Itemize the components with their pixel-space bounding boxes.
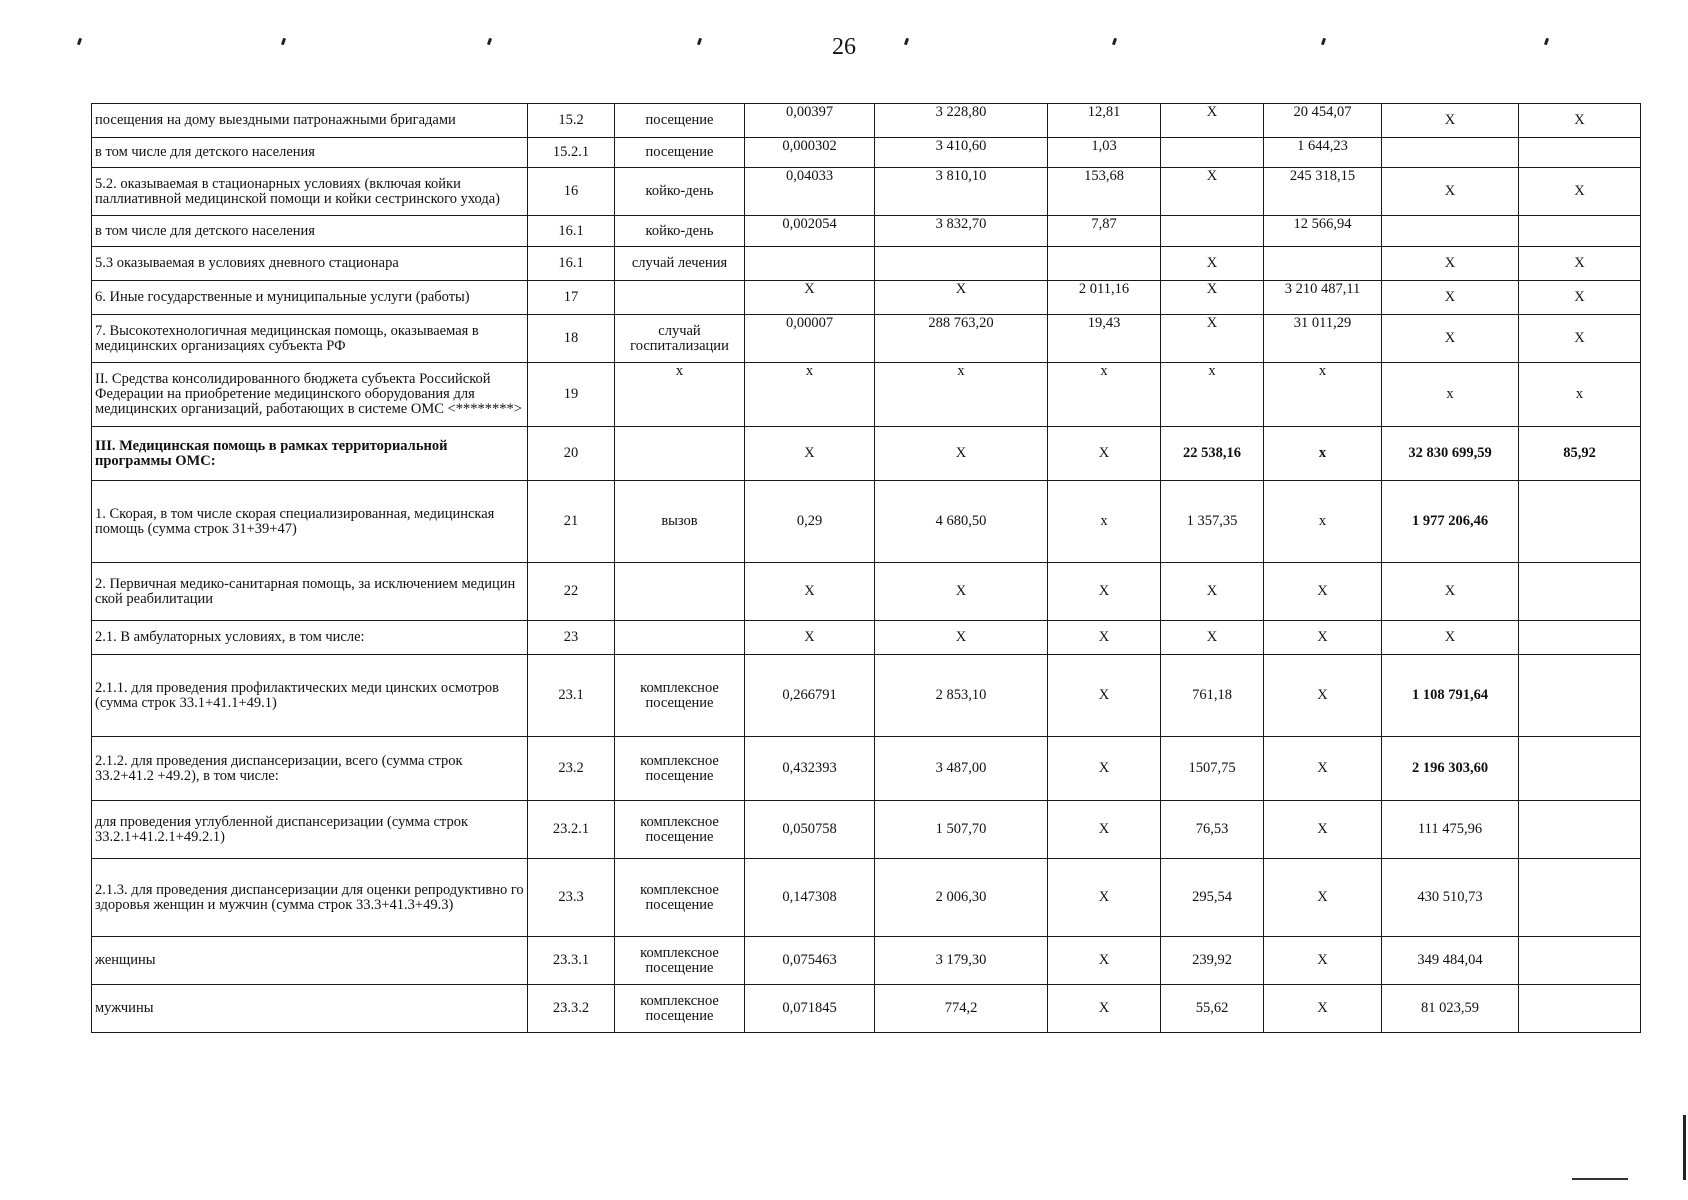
row-unit: случай лечения: [615, 247, 745, 281]
cell-c8: Х: [1264, 985, 1382, 1033]
table-row: [92, 481, 1641, 563]
cell-c6: Х: [1048, 801, 1161, 859]
cell-c5: Х: [875, 281, 1048, 315]
cell-c4: 0,075463: [745, 937, 875, 985]
cell-c5: 3 179,30: [875, 937, 1048, 985]
table-row: [92, 859, 1641, 937]
cell-c6: [1048, 247, 1161, 281]
cell-c5: 3 810,10: [875, 168, 1048, 216]
cell-c4: Х: [745, 621, 875, 655]
row-description: II. Средства консолидированного бюджета субъекта Российской Федерации на приобретение медицинского оборудования для медицинских организаций, работающих в системе ОМС <********>: [92, 363, 528, 427]
cell-c10: [1519, 985, 1641, 1033]
cell-c7: [1161, 138, 1264, 168]
cell-c8: х: [1264, 363, 1382, 427]
cell-c5: Х: [875, 563, 1048, 621]
row-code: 15.2: [528, 104, 615, 138]
cell-c9: 430 510,73: [1382, 859, 1519, 937]
row-unit: койко-день: [615, 216, 745, 247]
cell-c6: х: [1048, 481, 1161, 563]
table-row: [92, 985, 1641, 1033]
row-code: 15.2.1: [528, 138, 615, 168]
cell-c4: 0,29: [745, 481, 875, 563]
row-unit: комплексное посещение: [615, 859, 745, 937]
row-code: 16: [528, 168, 615, 216]
cell-c6: Х: [1048, 937, 1161, 985]
cell-c4: Х: [745, 281, 875, 315]
row-description: III. Медицинская помощь в рамках территориальной программы ОМС:: [92, 427, 528, 481]
row-unit: вызов: [615, 481, 745, 563]
cell-c6: Х: [1048, 737, 1161, 801]
table-row: [92, 104, 1641, 138]
row-description: 5.2. оказываемая в стационарных условиях (включая койки паллиативной медицинской помощи и койки сестринского ухода): [92, 168, 528, 216]
cell-c5: 4 680,50: [875, 481, 1048, 563]
cell-c5: 1 507,70: [875, 801, 1048, 859]
table-row: [92, 363, 1641, 427]
cell-c7: Х: [1161, 168, 1264, 216]
cell-c5: х: [875, 363, 1048, 427]
cell-c10: 85,92: [1519, 427, 1641, 481]
row-description: мужчины: [92, 985, 528, 1033]
table-row: [92, 563, 1641, 621]
cell-c5: 3 832,70: [875, 216, 1048, 247]
row-unit: случай госпитализации: [615, 315, 745, 363]
cell-c9: 2 196 303,60: [1382, 737, 1519, 801]
cell-c8: Х: [1264, 563, 1382, 621]
table-row: [92, 801, 1641, 859]
row-code: 16.1: [528, 247, 615, 281]
cell-c9: [1382, 138, 1519, 168]
row-unit: [615, 427, 745, 481]
cell-c4: Х: [745, 563, 875, 621]
row-code: 22: [528, 563, 615, 621]
cell-c7: 55,62: [1161, 985, 1264, 1033]
row-description: 1. Скорая, в том числе скорая специализированная, медицинская помощь (сумма строк 31+39+47): [92, 481, 528, 563]
row-unit: [615, 621, 745, 655]
cell-c10: [1519, 859, 1641, 937]
cell-c5: 2 006,30: [875, 859, 1048, 937]
cell-c8: 3 210 487,11: [1264, 281, 1382, 315]
cell-c7: 76,53: [1161, 801, 1264, 859]
row-description: в том числе для детского населения: [92, 216, 528, 247]
cell-c5: 3 410,60: [875, 138, 1048, 168]
cell-c8: 1 644,23: [1264, 138, 1382, 168]
cell-c9: 111 475,96: [1382, 801, 1519, 859]
cell-c6: Х: [1048, 985, 1161, 1033]
row-unit: койко-день: [615, 168, 745, 216]
cell-c7: [1161, 216, 1264, 247]
row-unit: посещение: [615, 104, 745, 138]
row-description: для проведения углубленной диспансеризации (сумма строк 33.2.1+41.2.1+49.2.1): [92, 801, 528, 859]
cell-c6: х: [1048, 363, 1161, 427]
cell-c10: [1519, 801, 1641, 859]
cell-c6: 153,68: [1048, 168, 1161, 216]
cell-c7: Х: [1161, 247, 1264, 281]
table-row: [92, 281, 1641, 315]
row-code: 23.2: [528, 737, 615, 801]
cell-c6: Х: [1048, 427, 1161, 481]
row-unit: [615, 563, 745, 621]
cell-c10: [1519, 481, 1641, 563]
data-table: [91, 103, 1641, 1033]
row-unit: комплексное посещение: [615, 737, 745, 801]
cell-c8: Х: [1264, 655, 1382, 737]
row-description: 2.1.1. для проведения профилактических меди цинских осмотров (сумма строк 33.1+41.1+49.1): [92, 655, 528, 737]
cell-c10: [1519, 216, 1641, 247]
cell-c5: 288 763,20: [875, 315, 1048, 363]
row-unit: комплексное посещение: [615, 655, 745, 737]
cell-c5: 2 853,10: [875, 655, 1048, 737]
cell-c9: Х: [1382, 621, 1519, 655]
cell-c5: 3 487,00: [875, 737, 1048, 801]
cell-c4: 0,071845: [745, 985, 875, 1033]
row-code: 21: [528, 481, 615, 563]
cell-c8: х: [1264, 481, 1382, 563]
row-code: 16.1: [528, 216, 615, 247]
cell-c8: Х: [1264, 801, 1382, 859]
cell-c9: Х: [1382, 281, 1519, 315]
cell-c10: Х: [1519, 168, 1641, 216]
cell-c8: 20 454,07: [1264, 104, 1382, 138]
scan-bottom-mark: [1572, 1178, 1628, 1180]
row-description: 2. Первичная медико-санитарная помощь, за исключением медицин ской реабилитации: [92, 563, 528, 621]
cell-c9: 1 977 206,46: [1382, 481, 1519, 563]
cell-c9: Х: [1382, 247, 1519, 281]
row-code: 23.3: [528, 859, 615, 937]
row-code: 23.2.1: [528, 801, 615, 859]
cell-c8: [1264, 247, 1382, 281]
cell-c10: [1519, 737, 1641, 801]
cell-c5: Х: [875, 621, 1048, 655]
cell-c4: Х: [745, 427, 875, 481]
row-unit: х: [615, 363, 745, 427]
table-row: [92, 168, 1641, 216]
cell-c6: 2 011,16: [1048, 281, 1161, 315]
row-description: 2.1.3. для проведения диспансеризации для оценки репродуктивно го здоровья женщин и мужчин (сумма строк 33.3+41.3+49.3): [92, 859, 528, 937]
cell-c8: х: [1264, 427, 1382, 481]
cell-c9: Х: [1382, 315, 1519, 363]
cell-c7: 239,92: [1161, 937, 1264, 985]
cell-c10: Х: [1519, 315, 1641, 363]
cell-c9: 1 108 791,64: [1382, 655, 1519, 737]
cell-c7: 22 538,16: [1161, 427, 1264, 481]
scan-edge-mark: [1683, 1115, 1686, 1180]
cell-c10: [1519, 937, 1641, 985]
cell-c6: Х: [1048, 655, 1161, 737]
table-row: [92, 315, 1641, 363]
cell-c7: Х: [1161, 315, 1264, 363]
cell-c8: 12 566,94: [1264, 216, 1382, 247]
cell-c7: Х: [1161, 281, 1264, 315]
row-description: 5.3 оказываемая в условиях дневного стационара: [92, 247, 528, 281]
cell-c8: 245 318,15: [1264, 168, 1382, 216]
row-unit: посещение: [615, 138, 745, 168]
cell-c4: 0,000302: [745, 138, 875, 168]
row-description: 6. Иные государственные и муниципальные услуги (работы): [92, 281, 528, 315]
cell-c7: Х: [1161, 621, 1264, 655]
cell-c10: Х: [1519, 104, 1641, 138]
cell-c5: Х: [875, 427, 1048, 481]
table-row: [92, 138, 1641, 168]
cell-c8: Х: [1264, 937, 1382, 985]
cell-c5: [875, 247, 1048, 281]
cell-c4: х: [745, 363, 875, 427]
row-code: 19: [528, 363, 615, 427]
cell-c10: [1519, 138, 1641, 168]
row-code: 20: [528, 427, 615, 481]
cell-c7: Х: [1161, 104, 1264, 138]
cell-c9: 32 830 699,59: [1382, 427, 1519, 481]
row-description: женщины: [92, 937, 528, 985]
table-row: [92, 737, 1641, 801]
cell-c8: Х: [1264, 737, 1382, 801]
cell-c6: 12,81: [1048, 104, 1161, 138]
cell-c9: Х: [1382, 104, 1519, 138]
cell-c4: 0,147308: [745, 859, 875, 937]
cell-c7: 295,54: [1161, 859, 1264, 937]
cell-c6: Х: [1048, 621, 1161, 655]
cell-c9: 81 023,59: [1382, 985, 1519, 1033]
cell-c7: 1507,75: [1161, 737, 1264, 801]
row-description: 2.1. В амбулаторных условиях, в том числе:: [92, 621, 528, 655]
cell-c6: 7,87: [1048, 216, 1161, 247]
row-code: 17: [528, 281, 615, 315]
table-row: [92, 621, 1641, 655]
cell-c9: х: [1382, 363, 1519, 427]
cell-c9: 349 484,04: [1382, 937, 1519, 985]
cell-c7: 761,18: [1161, 655, 1264, 737]
cell-c7: 1 357,35: [1161, 481, 1264, 563]
cell-c4: 0,00007: [745, 315, 875, 363]
row-description: в том числе для детского населения: [92, 138, 528, 168]
cell-c6: 19,43: [1048, 315, 1161, 363]
table-row: [92, 247, 1641, 281]
cell-c6: Х: [1048, 563, 1161, 621]
cell-c4: [745, 247, 875, 281]
cell-c10: Х: [1519, 281, 1641, 315]
page-number: 26: [832, 34, 856, 60]
cell-c5: 3 228,80: [875, 104, 1048, 138]
table-row: [92, 937, 1641, 985]
row-code: 18: [528, 315, 615, 363]
cell-c7: х: [1161, 363, 1264, 427]
cell-c4: 0,00397: [745, 104, 875, 138]
cell-c6: 1,03: [1048, 138, 1161, 168]
cell-c7: Х: [1161, 563, 1264, 621]
row-description: посещения на дому выездными патронажными бригадами: [92, 104, 528, 138]
cell-c6: Х: [1048, 859, 1161, 937]
cell-c9: [1382, 216, 1519, 247]
row-code: 23.3.1: [528, 937, 615, 985]
table-row: [92, 655, 1641, 737]
row-unit: [615, 281, 745, 315]
cell-c9: Х: [1382, 168, 1519, 216]
row-description: 7. Высокотехнологичная медицинская помощь, оказываемая в медицинских организациях субъекта РФ: [92, 315, 528, 363]
cell-c8: 31 011,29: [1264, 315, 1382, 363]
row-code: 23: [528, 621, 615, 655]
row-code: 23.1: [528, 655, 615, 737]
table-row: [92, 216, 1641, 247]
row-unit: комплексное посещение: [615, 985, 745, 1033]
cell-c10: [1519, 655, 1641, 737]
cell-c10: [1519, 563, 1641, 621]
row-description: 2.1.2. для проведения диспансеризации, всего (сумма строк 33.2+41.2 +49.2), в том числе:: [92, 737, 528, 801]
cell-c10: [1519, 621, 1641, 655]
cell-c10: х: [1519, 363, 1641, 427]
table-row: [92, 427, 1641, 481]
cell-c8: Х: [1264, 621, 1382, 655]
row-unit: комплексное посещение: [615, 801, 745, 859]
row-code: 23.3.2: [528, 985, 615, 1033]
cell-c5: 774,2: [875, 985, 1048, 1033]
cell-c4: 0,266791: [745, 655, 875, 737]
cell-c9: Х: [1382, 563, 1519, 621]
cell-c4: 0,050758: [745, 801, 875, 859]
cell-c10: Х: [1519, 247, 1641, 281]
cell-c4: 0,002054: [745, 216, 875, 247]
cell-c4: 0,432393: [745, 737, 875, 801]
cell-c8: Х: [1264, 859, 1382, 937]
row-unit: комплексное посещение: [615, 937, 745, 985]
cell-c4: 0,04033: [745, 168, 875, 216]
